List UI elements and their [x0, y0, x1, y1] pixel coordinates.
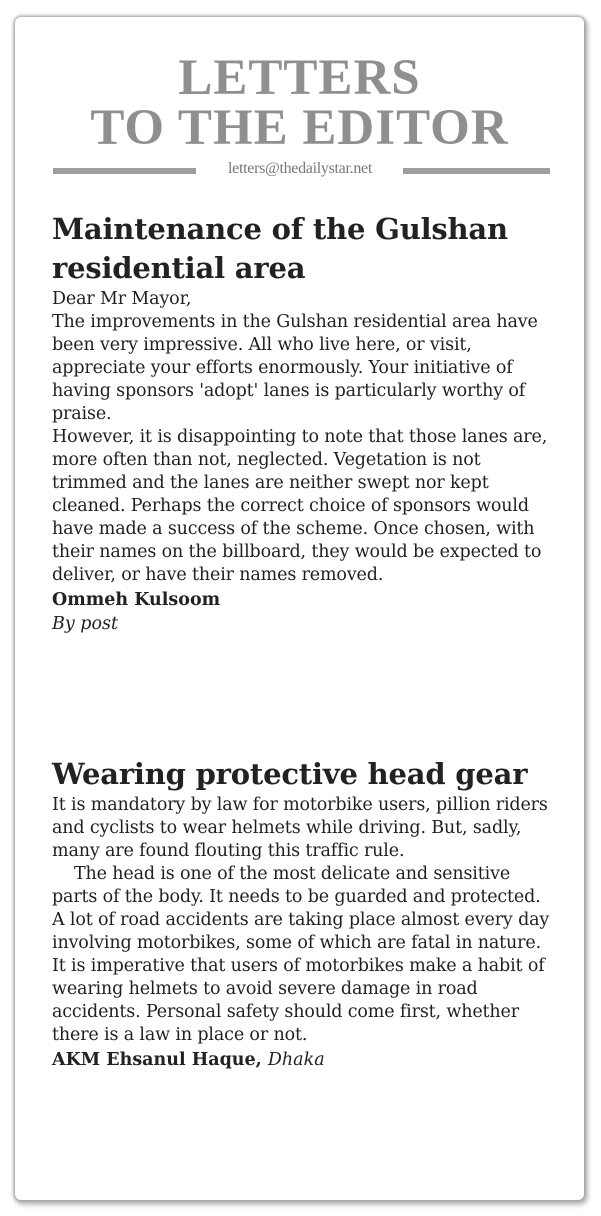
- letters-card: [15, 17, 584, 1200]
- headline-line-2: residential area: [52, 251, 306, 285]
- masthead-line-1: LETTERS: [178, 50, 421, 106]
- headline-line-1: Maintenance of the Gulshan: [52, 212, 508, 246]
- letter-headline: Wearing protective head gear: [52, 757, 528, 791]
- email-row: [15, 160, 584, 180]
- letter-head-gear: [52, 755, 552, 1073]
- left-divider: [53, 168, 196, 174]
- letter-paragraph: However, it is disappointing to note that those lanes are, more often than not, neglected. Vegetation is not trimmed and the lanes are neither swept nor kept cleaned. Perhaps the correct choice of sponsors would have made a success of the scheme. Once chosen, with their names on the billboard, they would be expected to deliver, or have their names removed.: [52, 427, 548, 585]
- letter-paragraph: The head is one of the most delicate and sensitive parts of the body. It needs to be guarded and protected. A lot of road accidents are taking place almost every day involving motorbikes, some of which are fatal in nature. It is imperative that users of motorbikes make a habit of wearing helmets to avoid severe damage in road accidents. Personal safety should come first, whether there is a law in place or not.: [52, 864, 550, 1045]
- letter-signature: [52, 1047, 552, 1073]
- letter-paragraph: It is mandatory by law for motorbike users, pillion riders and cyclists to wear helmets while driving. But, sadly, many are found flouting this traffic rule.: [52, 795, 548, 861]
- editor-email-link[interactable]: letters@thedailystar.net: [228, 160, 372, 177]
- letter-gulshan: [52, 210, 552, 635]
- letter-author: Ommeh Kulsoom: [52, 590, 221, 610]
- masthead-line-2: TO THE EDITOR: [90, 100, 509, 156]
- letter-author: AKM Ehsanul Haque,: [52, 1050, 262, 1070]
- letter-greeting: Dear Mr Mayor,: [52, 289, 192, 309]
- letter-paragraph: The improvements in the Gulshan residential area have been very impressive. All who live here, or visit, appreciate your efforts enormously. Your initiative of having sponsors 'adopt' lanes is particularly worthy of praise.: [52, 312, 538, 424]
- right-divider: [403, 168, 550, 174]
- letter-location: Dhaka: [267, 1050, 325, 1070]
- letter-headline: [52, 210, 552, 288]
- letter-source: By post: [52, 614, 119, 634]
- masthead-title: [15, 50, 584, 156]
